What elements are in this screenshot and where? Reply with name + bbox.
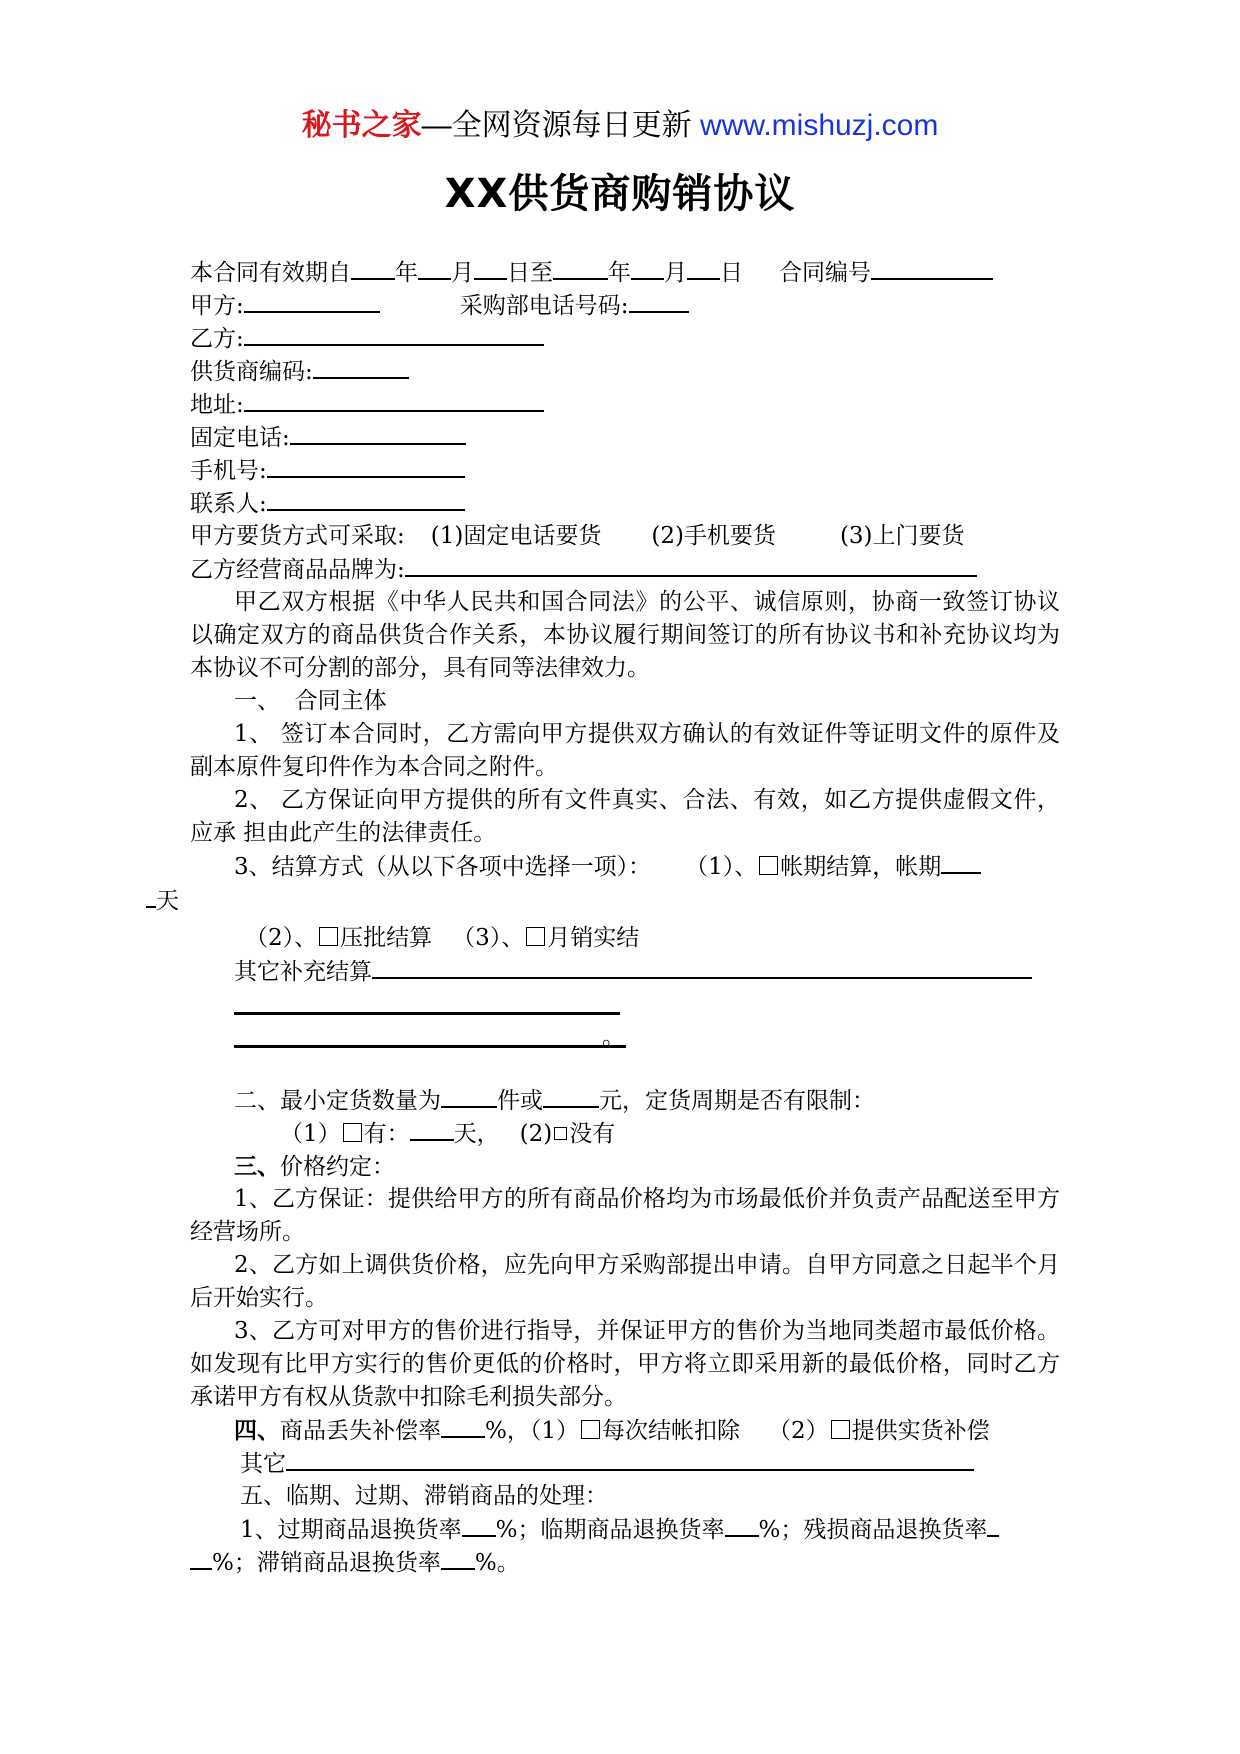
blank-field[interactable] — [462, 1513, 496, 1537]
order-method-line — [190, 520, 1060, 553]
other-settlement-label: 其它补充结算 — [234, 959, 372, 985]
rate-label: 1、过期商品退换货率 — [240, 1517, 462, 1543]
landline-label: 固定电话: — [190, 425, 290, 451]
option-label: 有： — [363, 1121, 410, 1147]
section5-heading: 五、临期、过期、滞销商品的处理： — [240, 1483, 608, 1509]
party-a-line — [190, 289, 1060, 322]
option-number: （1）、 — [685, 854, 758, 880]
checkbox[interactable] — [831, 1420, 850, 1439]
days-label: 天， — [453, 1121, 500, 1147]
section3-item1: 1、乙方保证：提供给甲方的所有商品价格均为市场最低价并负责产品配送至甲方经营场所。 — [190, 1186, 1060, 1245]
other-settlement-field[interactable] — [372, 955, 1032, 979]
checkbox[interactable] — [319, 927, 338, 946]
header-url-link[interactable]: www.mishuzj.com — [699, 109, 939, 142]
section2-lead: 二、最小定货数量为 — [234, 1088, 441, 1114]
contract-no-field[interactable] — [871, 256, 993, 280]
brand-label: 乙方经营商品品牌为: — [190, 557, 405, 583]
blank-field[interactable] — [987, 1513, 999, 1537]
section4-line — [190, 1414, 1060, 1447]
purchase-phone-field[interactable] — [629, 289, 689, 313]
blank-field[interactable] — [190, 1546, 212, 1570]
order-option: (2)手机要货 — [651, 523, 776, 549]
site-header — [0, 100, 1240, 144]
contact-label: 联系人: — [190, 491, 267, 517]
blank-field[interactable] — [351, 256, 395, 280]
header-tagline: 全网资源每日更新 — [451, 109, 692, 142]
blank-field[interactable] — [941, 850, 981, 874]
other-field[interactable] — [286, 1447, 974, 1471]
brand-name: 秘书之家 — [301, 109, 422, 142]
party-a-label: 甲方: — [190, 293, 244, 319]
landline-line — [190, 421, 1060, 454]
party-b-field[interactable] — [244, 322, 544, 346]
year-label: 年 — [608, 260, 631, 286]
purchase-phone-label: 采购部电话号码: — [459, 293, 629, 319]
order-option: (1)固定电话要货 — [430, 523, 602, 549]
other-settlement-line — [190, 955, 1060, 988]
blank-field[interactable] — [725, 1513, 759, 1537]
settlement-lead: 3、结算方式（从以下各项中选择一项）： — [234, 854, 652, 880]
blank-field[interactable] — [441, 1414, 485, 1438]
blank-field[interactable] — [543, 1084, 599, 1108]
rate-label: %；残损商品退换货率 — [758, 1517, 988, 1543]
option-label: 每次结帐扣除 — [602, 1418, 740, 1444]
section1-item3 — [156, 850, 1060, 918]
day-label: 日 — [720, 260, 743, 286]
checkbox[interactable] — [343, 1123, 362, 1142]
blank-field[interactable] — [441, 1546, 475, 1570]
option-label: 月销实结 — [547, 925, 640, 951]
address-line — [190, 388, 1060, 421]
party-a-field[interactable] — [244, 289, 380, 313]
option-label: 压批结算 — [340, 925, 433, 951]
blank-field[interactable] — [474, 256, 507, 280]
supplier-code-label: 供货商编码: — [190, 359, 313, 385]
option-number: (2) — [519, 1121, 553, 1147]
supplier-code-field[interactable] — [313, 355, 409, 379]
intro-paragraph: 甲乙双方根据《中华人民共和国合同法》的公平、诚信原则，协商一致签订协议以确定双方的商品供货合作关系，本协议履行期间签订的所有协议书和补充协议均为本协议不可分割的部分，具有同等法律效力。 — [190, 589, 1060, 681]
section4-lead: 商品丢失补偿率 — [280, 1418, 441, 1444]
section3-heading — [190, 1150, 1060, 1183]
section3-number: 三、 — [234, 1153, 280, 1180]
other-label: 其它 — [240, 1451, 286, 1477]
brand-field[interactable] — [405, 553, 977, 577]
mobile-label: 手机号: — [190, 458, 267, 484]
option-number: （3）、 — [452, 925, 525, 951]
party-b-line — [190, 322, 1060, 355]
option-number: （2） — [768, 1418, 829, 1444]
day-to-label: 日至 — [507, 260, 553, 286]
document-body — [156, 256, 1060, 1579]
section2-line — [190, 1084, 1060, 1117]
order-option: (3)上门要货 — [839, 523, 965, 549]
section1-item2: 2、 乙方保证向甲方提供的所有文件真实、合法、有效，如乙方提供虚假文件，应承 担由此产生的法律责任。 — [190, 787, 1060, 846]
section5-item1-line2 — [190, 1546, 1060, 1579]
blank-field[interactable] — [418, 256, 451, 280]
blank-field[interactable] — [234, 1012, 620, 1015]
checkbox[interactable] — [526, 927, 545, 946]
settlement-options-line — [190, 922, 1060, 955]
other-settlement-line-2 — [190, 988, 1060, 1021]
period-mark: 。 — [602, 1024, 625, 1050]
rate-label: %；临期商品退换货率 — [495, 1517, 725, 1543]
document-title: XX供货商购销协议 — [444, 171, 796, 217]
blank-field[interactable] — [441, 1084, 497, 1108]
other-settlement-line-3 — [190, 1021, 1060, 1054]
blank-field[interactable] — [553, 256, 608, 280]
section1-heading: 一、 合同主体 — [234, 688, 387, 714]
contact-field[interactable] — [267, 487, 465, 511]
month-label: 月 — [451, 260, 474, 286]
blank-field[interactable] — [687, 256, 720, 280]
section4-other-line — [190, 1447, 1060, 1480]
header-dash: — — [421, 109, 452, 142]
checkbox[interactable] — [581, 1420, 600, 1439]
section5-item1-line1 — [190, 1513, 1060, 1546]
option-number: （2）、 — [245, 925, 318, 951]
contact-line — [190, 487, 1060, 520]
unit-label: 元，定货周期是否有限制： — [599, 1088, 875, 1114]
validity-label: 本合同有效期自 — [190, 260, 351, 286]
option-number: （1） — [529, 1418, 579, 1444]
supplier-code-line — [190, 355, 1060, 388]
option-label: 帐期结算，帐期 — [780, 854, 942, 880]
section1-item1: 1、 签订本合同时，乙方需向甲方提供双方确认的有效证件等证明文件的原件及副本原件复印件作为本合同之附件。 — [190, 721, 1060, 780]
mobile-field[interactable] — [267, 454, 465, 478]
section4-number: 四、 — [234, 1417, 280, 1444]
section3-item3: 3、乙方可对甲方的售价进行指导，并保证甲方的售价为当地同类超市最低价格。如发现有比甲方实行的售价更低的价格时，甲方将立即采用新的最低价格，同时乙方承诺甲方有权从货款中扣除毛利损失部分。 — [190, 1318, 1060, 1410]
rate-label: %；滞销商品退换货率 — [212, 1550, 441, 1576]
landline-field[interactable] — [290, 421, 466, 445]
address-field[interactable] — [244, 388, 544, 412]
year-label: 年 — [395, 260, 418, 286]
option-label: 没有 — [569, 1121, 616, 1147]
address-label: 地址: — [190, 392, 244, 418]
brand-line — [190, 553, 1060, 586]
month-label: 月 — [664, 260, 687, 286]
validity-line — [190, 256, 1060, 289]
checkbox[interactable] — [554, 1127, 567, 1140]
option-label: 提供实货补偿 — [851, 1418, 990, 1444]
unit-label: 件或 — [497, 1088, 543, 1114]
checkbox[interactable] — [759, 856, 778, 875]
days-label: 天 — [156, 888, 179, 914]
section3-title: 价格约定： — [280, 1154, 395, 1180]
percent-label: %， — [485, 1418, 530, 1444]
blank-field[interactable] — [631, 256, 664, 280]
option-number: （1） — [280, 1121, 341, 1147]
order-method-label: 甲方要货方式可采取: — [190, 523, 405, 549]
contract-no-label: 合同编号 — [779, 260, 871, 286]
blank-field[interactable] — [234, 1045, 626, 1048]
mobile-line — [190, 454, 1060, 487]
party-b-label: 乙方: — [190, 326, 244, 352]
rate-label: %。 — [474, 1550, 520, 1576]
blank-field[interactable] — [146, 884, 156, 908]
section3-item2: 2、乙方如上调供货价格，应先向甲方采购部提出申请。自甲方同意之日起半个月后开始实行。 — [190, 1252, 1060, 1311]
blank-field[interactable] — [410, 1117, 454, 1141]
section2-options-line — [190, 1117, 1060, 1150]
